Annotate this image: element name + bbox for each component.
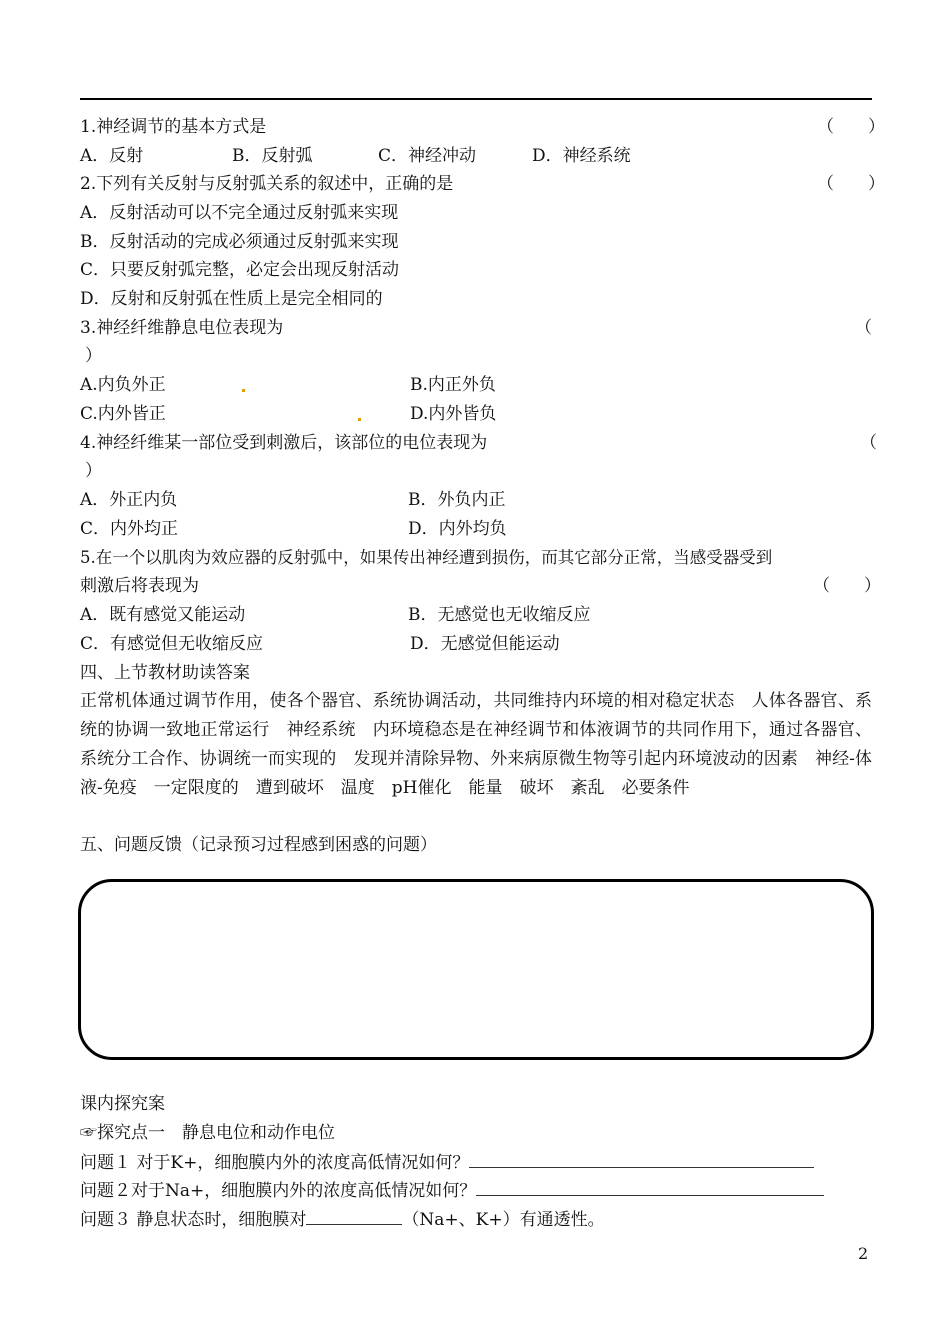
question-4-option-a: A．外正内负: [80, 490, 178, 510]
question-2-option-c: C．只要反射弧完整，必定会出现反射活动: [80, 260, 400, 280]
question-2-answer-paren: （ ）: [817, 174, 885, 194]
inquiry-point-heading: ☞探究点一 静息电位和动作电位: [80, 1123, 335, 1143]
question-4-stem: 4.神经纤维某一部位受到刺激后，该部位的电位表现为: [80, 433, 488, 453]
question-4-option-d: D．内外均负: [408, 519, 507, 539]
question-3-option-a: A.内负外正: [80, 375, 166, 395]
question-1-stem: 1.神经调节的基本方式是: [80, 117, 267, 137]
inquiry-question-1-text: 问题１ 对于K+，细胞膜内外的浓度高低情况如何？: [80, 1153, 470, 1173]
answer-blank-1[interactable]: [469, 1149, 814, 1168]
question-5-stem-line-1: 5.在一个以肌肉为效应器的反射弧中，如果传出神经遭到损伤，而其它部分正常，当感受器受到: [80, 548, 773, 567]
answer-blank-2[interactable]: [476, 1177, 824, 1196]
question-2-option-d: D．反射和反射弧在性质上是完全相同的: [80, 289, 383, 309]
mark-dot: [358, 418, 361, 421]
question-4-option-c: C．内外均正: [80, 519, 179, 539]
page-number: 2: [858, 1244, 869, 1263]
inquiry-question-2-text: 问题２对于Na+，细胞膜内外的浓度高低情况如何？: [80, 1181, 477, 1201]
question-5-stem-line-2: 刺激后将表现为: [80, 576, 199, 596]
question-2-option-a: A．反射活动可以不完全通过反射弧来实现: [80, 203, 399, 223]
question-4-paren-open: （: [860, 433, 877, 453]
question-1-option-b: B．反射弧: [232, 146, 313, 166]
question-3-option-c: C.内外皆正: [80, 404, 166, 424]
inquiry-question-2: [80, 1177, 824, 1203]
question-2-stem: 2.下列有关反射与反射弧关系的叙述中，正确的是: [80, 174, 454, 194]
section-4-answer-text: 正常机体通过调节作用，使各个器官、系统协调活动，共同维持内环境的相对稳定状态 人体各器官、系统的协调一致地正常运行 神经系统 内环境稳态是在神经调节和体液调节的共同作用下，通过各器官、系统分工合作、协调统一而实现的 发现并清除异物、外来病原微生物等引起内环境波动的因素 神经-体液-免疫 一定限度的 遭到破坏 温度 pH催化 能量 破坏 紊乱 必要条件: [80, 691, 872, 798]
header-rule: [80, 98, 872, 100]
question-1-option-c: C．神经冲动: [378, 146, 477, 166]
section-4-heading: 四、上节教材助读答案: [80, 663, 250, 683]
question-1-option-d: D．神经系统: [532, 146, 631, 166]
question-3-paren-open: （: [855, 318, 872, 338]
inquiry-question-3-suffix: （Na+、K+）有通透性。: [402, 1210, 605, 1230]
inquiry-question-1: [80, 1149, 814, 1175]
inquiry-title: 课内探究案: [80, 1094, 165, 1114]
question-1-option-a: A．反射: [80, 146, 144, 166]
inquiry-question-3: [80, 1206, 605, 1232]
question-2-option-b: B．反射活动的完成必须通过反射弧来实现: [80, 232, 399, 252]
feedback-textbox[interactable]: [78, 879, 874, 1060]
question-5-option-a: A．既有感觉又能运动: [80, 605, 246, 625]
mark-dot: [242, 389, 245, 392]
question-3-paren-close: ）: [85, 346, 102, 366]
question-4-option-b: B．外负内正: [408, 490, 506, 510]
question-1-answer-paren: （ ）: [817, 117, 885, 137]
question-4-paren-close: ）: [85, 461, 102, 481]
question-5-option-d: D．无感觉但能运动: [410, 634, 560, 654]
question-3-option-b: B.内正外负: [410, 375, 496, 395]
inquiry-question-3-text: 问题３ 静息状态时，细胞膜对: [80, 1210, 307, 1230]
question-5-option-c: C．有感觉但无收缩反应: [80, 634, 264, 654]
section-5-heading: 五、问题反馈（记录预习过程感到困惑的问题）: [80, 835, 437, 855]
question-3-stem: 3.神经纤维静息电位表现为: [80, 318, 284, 338]
question-5-answer-paren: （ ）: [813, 576, 881, 596]
answer-blank-3[interactable]: [306, 1206, 402, 1225]
question-3-option-d: D.内外皆负: [410, 404, 497, 424]
question-5-option-b: B．无感觉也无收缩反应: [408, 605, 591, 625]
